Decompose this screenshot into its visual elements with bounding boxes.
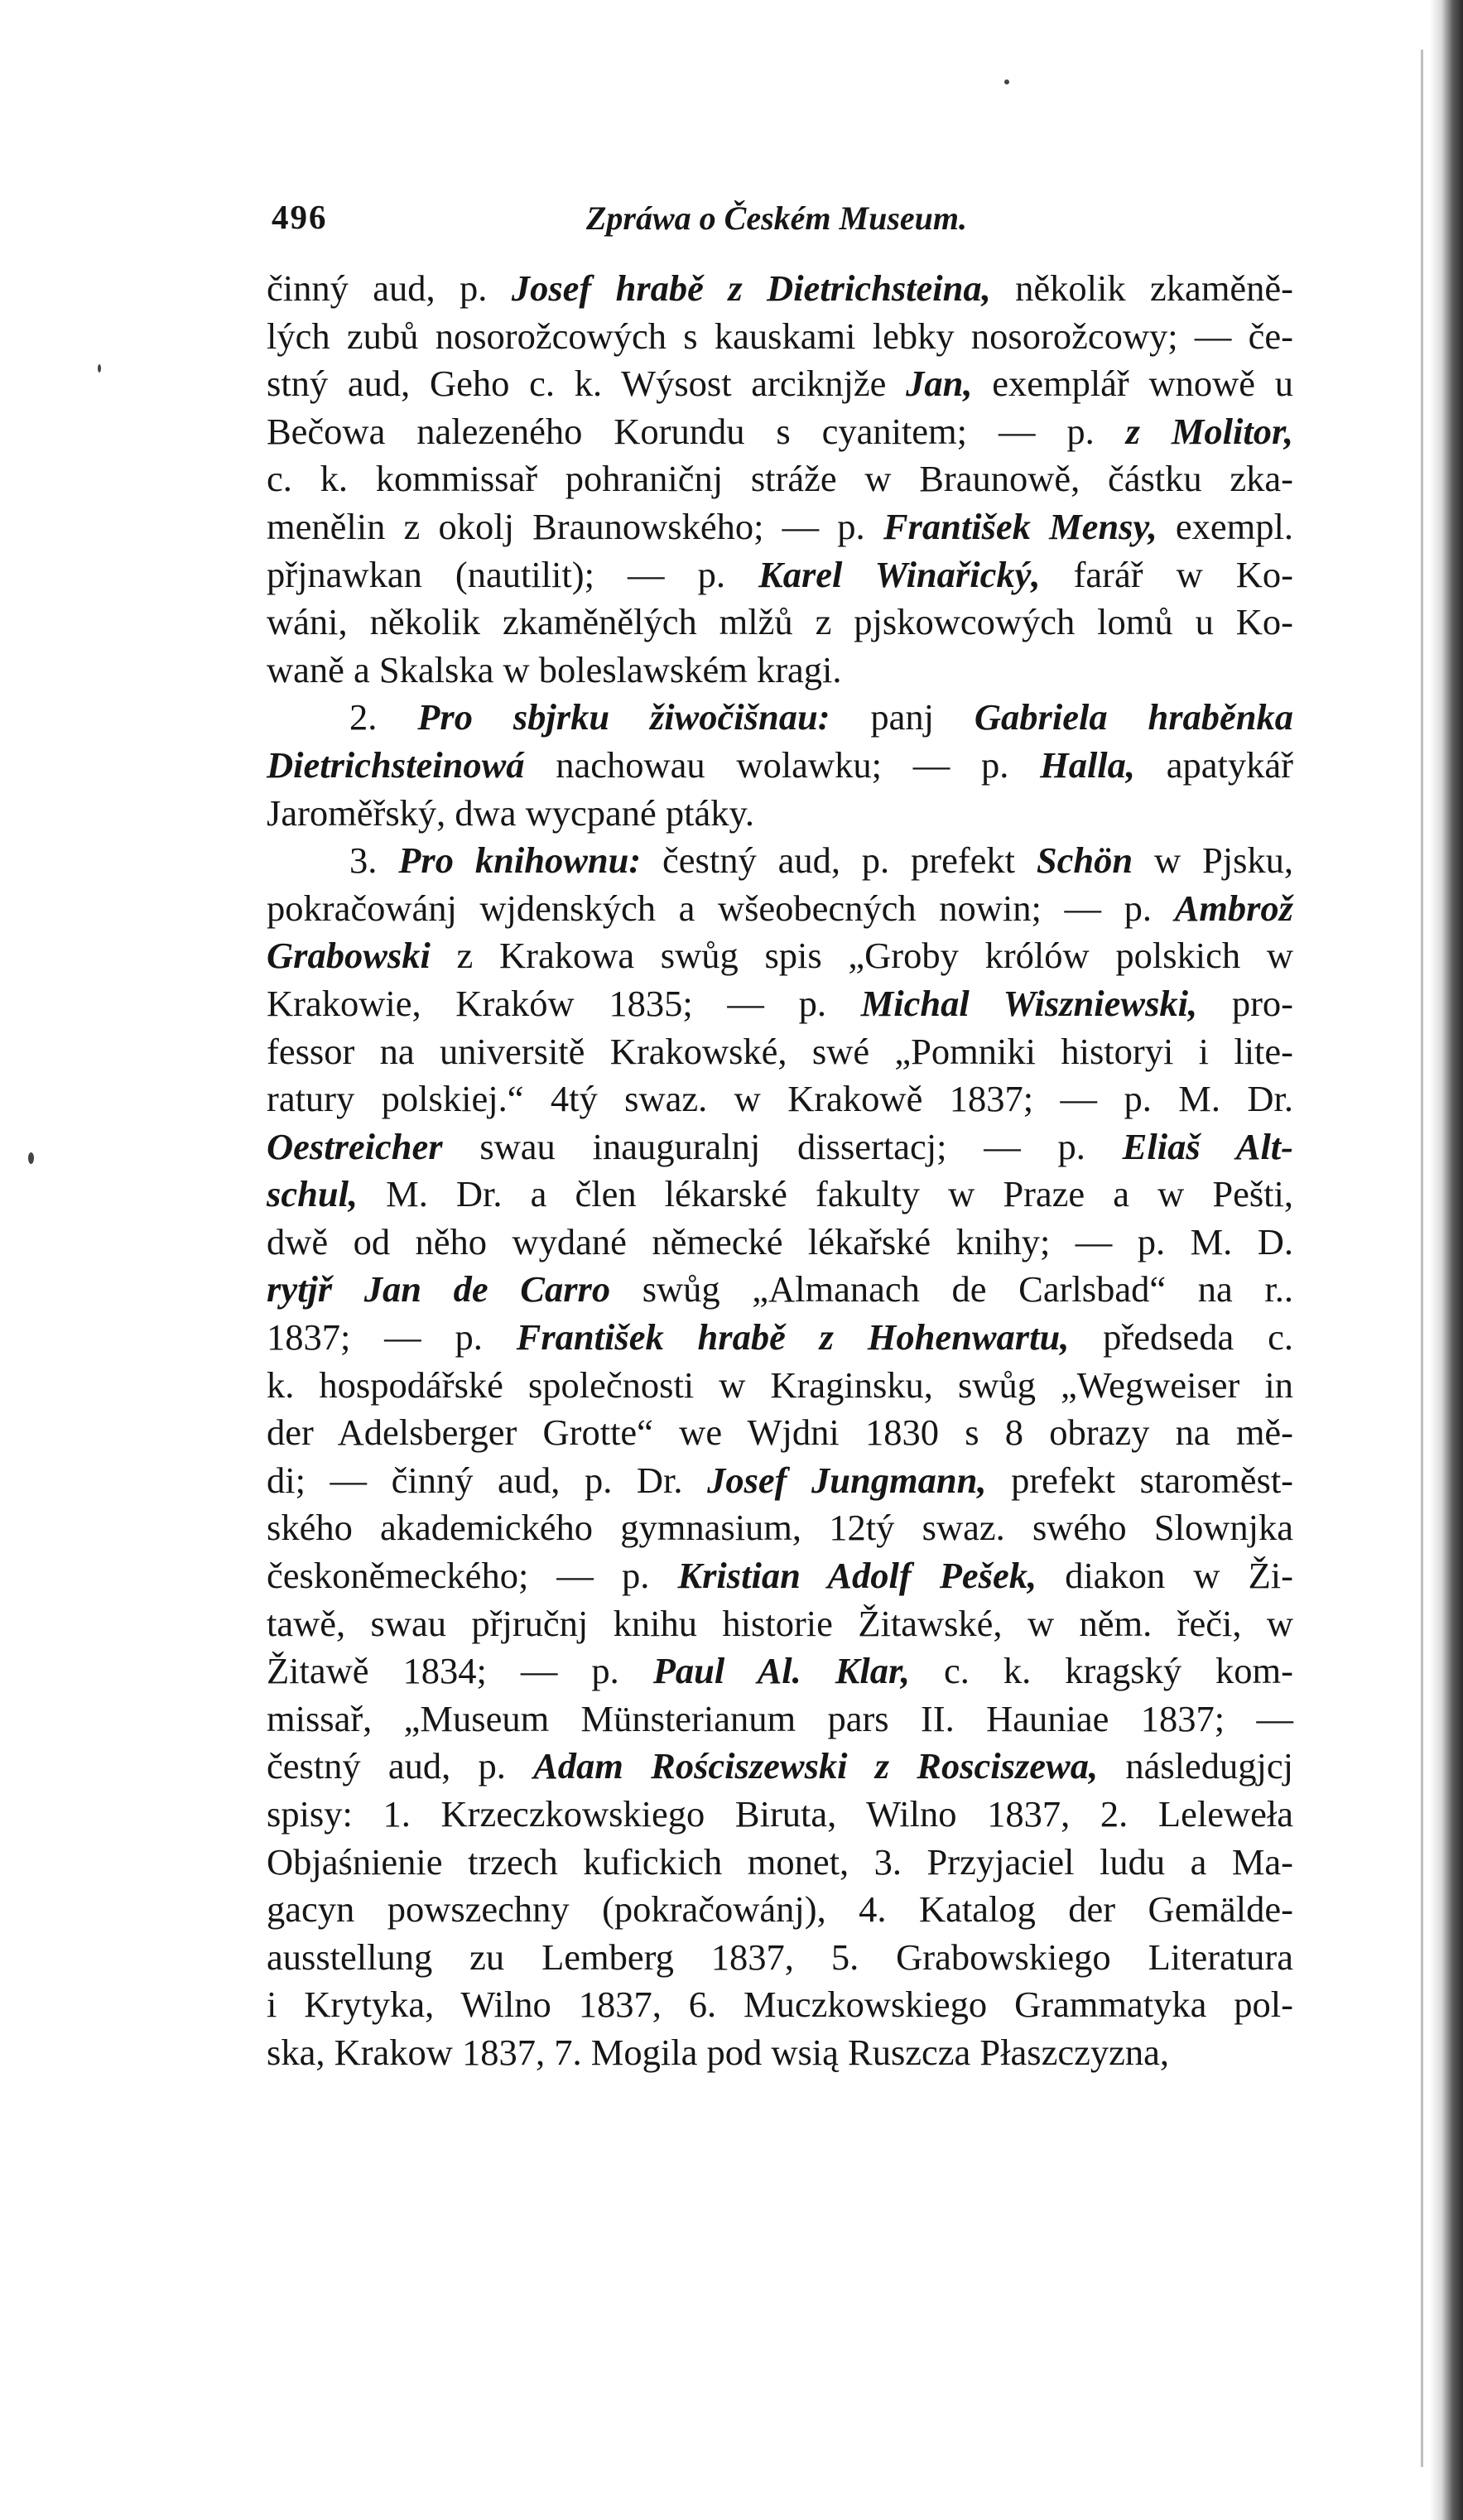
text-line — [267, 1695, 1293, 1743]
italic-name: Schön — [1036, 839, 1133, 882]
text-segment: ausstellung zu Lemberg 1837, 5. Grabowskiego Literatura — [267, 1936, 1293, 1978]
text-segment: z Krakowa swůg spis „Groby królów polskich w — [430, 935, 1293, 977]
text-line — [267, 1934, 1293, 1982]
text-segment: pokračowánj wjdenských a wšeobecných nowin; — p. — [267, 887, 1175, 929]
text-line — [267, 1409, 1293, 1457]
text-segment: ského akademického gymnasium, 12tý swaz. swého Slownjka — [267, 1507, 1293, 1549]
page-fold-line — [1421, 50, 1423, 2467]
text-segment: následugjcj — [1098, 1745, 1294, 1787]
text-segment: několik zkaměně- — [990, 267, 1293, 309]
italic-name: Pro sbjrku žiwočišnau: — [417, 696, 830, 738]
text-line — [267, 1171, 1293, 1219]
text-segment: Žitawě 1834; — p. — [267, 1650, 653, 1692]
text-line — [267, 980, 1293, 1028]
text-segment: tawě, swau přjručnj knihu historie Žitawské, w něm. řeči, w — [267, 1602, 1293, 1644]
text-line — [267, 1457, 1293, 1505]
italic-name: Josef hrabě z Dietrichsteina, — [511, 267, 991, 309]
italic-name: Eliaš Alt- — [1122, 1125, 1293, 1167]
italic-name: Kristian Adolf Pešek, — [677, 1555, 1037, 1597]
italic-name: rytjř Jan de Carro — [267, 1268, 611, 1310]
text-line — [267, 265, 1293, 313]
text-line — [267, 1219, 1293, 1267]
text-line — [267, 1743, 1293, 1791]
text-line — [267, 694, 1293, 742]
text-segment: exempl. — [1157, 505, 1293, 547]
text-line — [267, 1791, 1293, 1839]
text-line — [267, 1362, 1293, 1410]
italic-name: Gabriela hraběnka — [974, 696, 1294, 738]
text-segment: ratury polskiej.“ 4tý swaz. w Krakowě 1837; — p. M. Dr. — [267, 1078, 1293, 1120]
text-segment: fessor na universitě Krakowské, swé „Pomniki historyi i lite- — [267, 1030, 1293, 1072]
text-segment: farář w Ko- — [1040, 553, 1293, 595]
italic-name: Pro knihownu: — [398, 839, 642, 882]
text-line — [267, 742, 1293, 790]
text-segment: činný aud, p. — [267, 267, 512, 309]
text-segment: missař, „Museum Münsterianum pars II. Hauniae 1837; — — [267, 1697, 1293, 1739]
text-segment: c. k. kommissař pohraničnj stráže w Braunowě, částku zka- — [267, 458, 1293, 500]
text-segment: lých zubů nosorožcowých s kauskami lebky nosorožcowy; — če- — [267, 315, 1293, 357]
text-segment: apatykář — [1135, 743, 1293, 786]
text-segment: gacyn powszechny (pokračowánj), 4. Katalog der Gemälde- — [267, 1888, 1293, 1931]
text-segment: přjnawkan (nautilit); — p. — [267, 553, 759, 595]
body-text — [267, 265, 1293, 2077]
text-segment: čestný aud, p. prefekt — [641, 839, 1037, 882]
italic-name: Jan, — [906, 363, 973, 405]
text-segment: Bečowa nalezeného Korundu s cyanitem; — p. — [267, 410, 1126, 452]
text-line — [267, 837, 1293, 885]
text-segment: nachowau wolawku; — p. — [524, 743, 1041, 786]
text-line — [267, 1504, 1293, 1552]
text-line — [267, 551, 1293, 599]
text-line — [267, 1600, 1293, 1648]
italic-name: František hrabě z Hohenwartu, — [516, 1316, 1070, 1359]
page-edge-shadow — [1430, 0, 1463, 2520]
italic-name: Halla, — [1040, 743, 1136, 786]
text-segment: menělin z okolj Braunowského; — p. — [267, 505, 883, 547]
italic-name: Grabowski — [267, 935, 431, 977]
text-segment: Jaroměřský, dwa wycpané ptáky. — [267, 791, 755, 834]
scan-speck — [98, 364, 101, 373]
text-segment: c. k. kragský kom- — [910, 1650, 1293, 1692]
italic-name: Oestreicher — [267, 1125, 443, 1167]
page-title: Zpráwa o Českém Museum. — [586, 200, 968, 237]
italic-name: Paul Al. Klar, — [652, 1650, 911, 1692]
running-head — [272, 197, 1265, 255]
text-segment: 1837; — p. — [267, 1316, 517, 1359]
text-segment: dwě od něho wydané německé lékařské knihy; — p. M. D. — [267, 1220, 1293, 1262]
text-line — [267, 1075, 1293, 1123]
text-segment: 2. — [349, 696, 418, 738]
text-segment: diakon w Ži- — [1037, 1555, 1293, 1597]
text-line — [267, 2029, 1293, 2077]
text-line — [267, 1123, 1293, 1171]
text-line — [267, 932, 1293, 980]
text-segment: w Pjsku, — [1133, 839, 1294, 882]
text-segment: předseda c. — [1069, 1316, 1293, 1359]
text-line — [267, 313, 1293, 361]
scan-speck — [1004, 79, 1009, 84]
text-segment: čestný aud, p. — [267, 1745, 534, 1787]
text-line — [267, 1981, 1293, 2029]
italic-name: Dietrichsteinowá — [267, 743, 525, 786]
text-line — [267, 1647, 1293, 1695]
text-line — [267, 885, 1293, 933]
text-segment: Objaśnienie trzech kufickich monet, 3. Przyjaciel ludu a Ma- — [267, 1840, 1293, 1883]
text-line — [267, 408, 1293, 456]
italic-name: František Mensy, — [883, 505, 1157, 547]
text-line — [267, 599, 1293, 647]
italic-name: Ambrož — [1174, 887, 1293, 929]
text-segment: k. hospodářské společnosti w Kraginsku, swůg „Wegweiser in — [267, 1363, 1293, 1406]
italic-name: Adam Rościszewski z Rosciszewa, — [533, 1745, 1099, 1787]
text-segment: di; — činný aud, p. Dr. — [267, 1459, 708, 1501]
text-line — [267, 1314, 1293, 1362]
text-segment: swůg „Almanach de Carlsbad“ na r.. — [610, 1268, 1293, 1310]
text-segment: stný aud, Geho c. k. Wýsost arciknjže — [267, 363, 907, 405]
italic-name: Karel Winařický, — [758, 553, 1041, 595]
text-segment: M. Dr. a člen lékarské fakulty w Praze a w Pešti, — [358, 1173, 1293, 1215]
text-segment: wáni, několik zkaměnělých mlžů z pjskowcowých lomů u Ko- — [267, 601, 1293, 643]
text-line — [267, 503, 1293, 551]
text-line — [267, 455, 1293, 503]
text-segment: waně a Skalska w boleslawském kragi. — [267, 648, 842, 690]
text-segment: swau inauguralnj dissertacj; — p. — [442, 1125, 1123, 1167]
text-segment: 3. — [349, 839, 399, 882]
text-line — [267, 790, 1293, 838]
text-line — [267, 360, 1293, 408]
text-segment: Krakowie, Kraków 1835; — p. — [267, 982, 861, 1024]
text-line — [267, 1028, 1293, 1076]
italic-name: Josef Jungmann, — [707, 1459, 987, 1501]
text-line — [267, 1839, 1293, 1887]
scan-speck — [28, 1152, 34, 1164]
text-segment: pro- — [1197, 982, 1293, 1024]
text-segment: ska, Krakow 1837, 7. Mogila pod wsią Ruszcza Płaszczyzna, — [267, 2031, 1169, 2073]
text-segment: i Krytyka, Wilno 1837, 6. Muczkowskiego Grammatyka pol- — [267, 1984, 1293, 2026]
text-line — [267, 1266, 1293, 1314]
text-segment: exemplář wnowě u — [972, 363, 1293, 405]
text-line — [267, 647, 1293, 695]
text-segment: prefekt staroměst- — [986, 1459, 1294, 1501]
italic-name: Michal Wiszniewski, — [860, 982, 1198, 1024]
text-segment: spisy: 1. Krzeczkowskiego Biruta, Wilno 1837, 2. Leleweła — [267, 1793, 1293, 1835]
text-line — [267, 1886, 1293, 1934]
text-segment: panj — [830, 696, 975, 738]
italic-name: z Molitor, — [1125, 410, 1294, 452]
italic-name: schul, — [267, 1173, 359, 1215]
text-segment: der Adelsberger Grotte“ we Wjdni 1830 s 8 obrazy na mě- — [267, 1411, 1293, 1454]
page-number: 496 — [272, 198, 328, 236]
text-line — [267, 1552, 1293, 1600]
text-segment: českoněmeckého; — p. — [267, 1555, 678, 1597]
